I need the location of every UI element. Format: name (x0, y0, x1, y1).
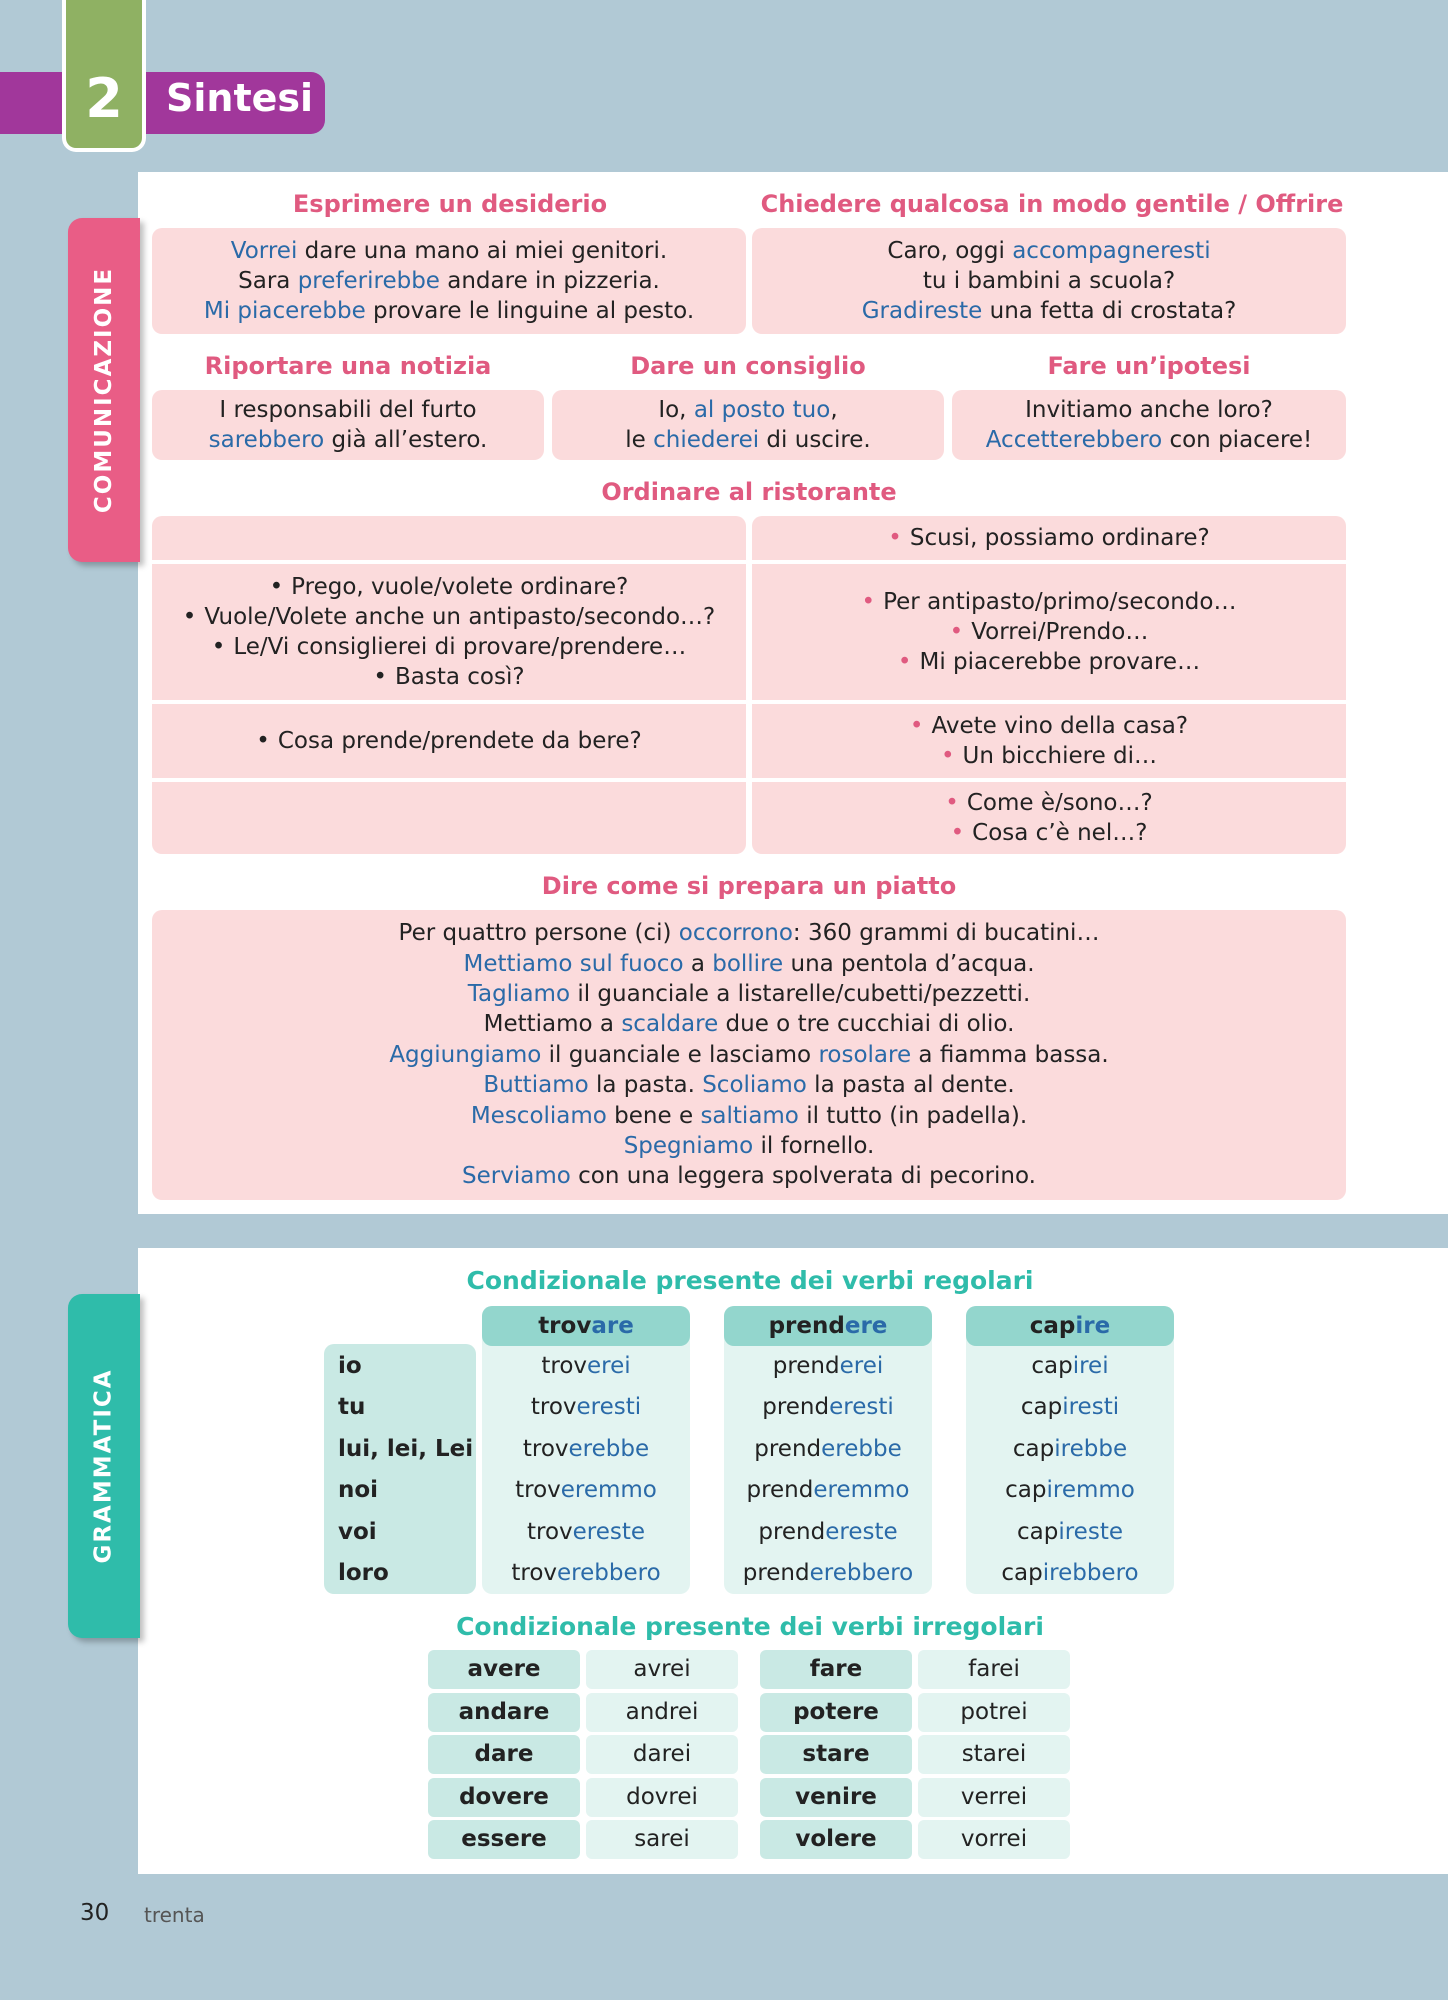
restaurant-phrase: • Avete vino della casa? (909, 713, 1189, 739)
regular-verbs-title: Condizionale presente dei verbi regolari (466, 1266, 1034, 1295)
irregular-infinitive: volere (760, 1820, 912, 1859)
irregular-form: darei (586, 1735, 738, 1774)
irregular-infinitive: essere (428, 1820, 580, 1859)
recipe-box (152, 910, 1346, 1200)
text-line: le chiederei di uscire. (625, 427, 871, 453)
restaurant-phrase: • Per antipasto/primo/secondo… (861, 589, 1237, 615)
verb-form: troveremmo (515, 1477, 657, 1504)
verb-form: capirebbe (1012, 1435, 1128, 1462)
verb-infinitive: trovare (482, 1306, 690, 1346)
text-line: Sara preferirebbe andare in pizzeria. (238, 268, 660, 294)
verb-form: capirebbero (1001, 1560, 1139, 1586)
verb-form: troverebbero (511, 1560, 661, 1586)
irregular-form: potrei (918, 1693, 1070, 1732)
text-line: Buttiamo la pasta. Scoliamo la pasta al dente. (483, 1072, 1015, 1099)
text-line: tu i bambini a scuola? (922, 268, 1176, 294)
irregular-form: andrei (586, 1693, 738, 1732)
restaurant-cell (752, 564, 1346, 700)
pronoun-cell: voi (338, 1518, 377, 1545)
restaurant-cell (752, 704, 1346, 778)
restaurant-phrase: • Basta così? (373, 664, 525, 690)
text-line: Per quattro persone (ci) occorrono: 360 grammi di bucatini… (398, 920, 1100, 947)
text-line: Vorrei dare una mano ai miei genitori. (230, 238, 668, 264)
irregular-infinitive: venire (760, 1778, 912, 1817)
restaurant-phrase: • Cosa c’è nel…? (950, 820, 1148, 846)
hypothesis-title: Fare un’ipotesi (1047, 352, 1251, 380)
irregular-form: farei (918, 1650, 1070, 1689)
restaurant-phrase: • Vuole/Volete anche un antipasto/secondo…? (182, 604, 716, 630)
restaurant-cell (152, 782, 746, 854)
restaurant-cell (752, 782, 1346, 854)
text-line: I responsabili del furto (219, 397, 477, 423)
irregular-infinitive: potere (760, 1693, 912, 1732)
irregular-infinitive: dare (428, 1735, 580, 1774)
irregular-form: verrei (918, 1778, 1070, 1817)
text-line: Gradireste una fetta di crostata? (861, 298, 1237, 324)
advice-title: Dare un consiglio (630, 352, 866, 380)
restaurant-phrase: • Prego, vuole/volete ordinare? (269, 574, 629, 600)
restaurant-phrase: • Un bicchiere di… (940, 743, 1158, 769)
irregular-infinitive: andare (428, 1693, 580, 1732)
restaurant-cell (152, 704, 746, 778)
text-line: Mettiamo a scaldare due o tre cucchiai di olio. (483, 1011, 1015, 1038)
restaurant-phrase: • Vorrei/Prendo… (949, 619, 1149, 645)
verb-form: capirei (1031, 1353, 1109, 1379)
text-line: Serviamo con una leggera spolverata di pecorino. (462, 1163, 1036, 1190)
text-line: Mescoliamo bene e saltiamo il tutto (in padella). (470, 1102, 1028, 1129)
restaurant-phrase: • Scusi, possiamo ordinare? (888, 525, 1210, 551)
verb-form: prenderebbero (742, 1560, 914, 1586)
verb-form: prenderemmo (746, 1477, 910, 1504)
text-line: Mettiamo sul fuoco a bollire una pentola d’acqua. (463, 950, 1035, 977)
text-line: Accetterebbero con piacere! (985, 427, 1313, 453)
advice-box (552, 390, 944, 460)
text-line: sarebbero già all’estero. (208, 427, 488, 453)
text-line: Spegniamo il fornello. (623, 1133, 875, 1160)
pronoun-cell: io (338, 1353, 362, 1379)
text-line: Aggiungiamo il guanciale e lasciamo rosolare a fiamma bassa. (389, 1041, 1109, 1068)
restaurant-title: Ordinare al ristorante (601, 478, 897, 506)
verb-infinitive: capire (966, 1306, 1174, 1346)
irregular-verbs-title: Condizionale presente dei verbi irregolari (456, 1612, 1044, 1641)
text-line: Io, al posto tuo, (658, 397, 838, 423)
verb-form: prendereste (758, 1518, 898, 1545)
desire-box (152, 228, 746, 334)
text-line: Mi piacerebbe provare le linguine al pesto. (203, 298, 695, 324)
polite-title: Chiedere qualcosa in modo gentile / Offrire (760, 190, 1344, 218)
irregular-infinitive: avere (428, 1650, 580, 1689)
restaurant-cell (152, 516, 746, 560)
restaurant-phrase: • Mi piacerebbe provare… (897, 649, 1201, 675)
pronoun-cell: loro (338, 1560, 389, 1586)
pronoun-cell: lui, lei, Lei (338, 1435, 474, 1462)
page-word: trenta (144, 1903, 205, 1927)
pronoun-cell: tu (338, 1394, 366, 1421)
irregular-form: avrei (586, 1650, 738, 1689)
grammar-tab: GRAMMATICA (68, 1294, 140, 1638)
restaurant-phrase: • Cosa prende/prendete da bere? (256, 728, 642, 754)
verb-form: capiremmo (1005, 1477, 1135, 1504)
irregular-form: starei (918, 1735, 1070, 1774)
irregular-infinitive: dovere (428, 1778, 580, 1817)
verb-form: prenderesti (762, 1394, 894, 1421)
news-box (152, 390, 544, 460)
communication-tab: COMUNICAZIONE (68, 218, 140, 562)
text-line: Tagliamo il guanciale a listarelle/cubetti/pezzetti. (467, 980, 1031, 1007)
irregular-form: vorrei (918, 1820, 1070, 1859)
verb-form: trovereste (526, 1518, 646, 1545)
verb-form: prenderebbe (754, 1435, 902, 1462)
verb-form: prenderei (772, 1353, 884, 1379)
verb-infinitive: prendere (724, 1306, 932, 1346)
desire-title: Esprimere un desiderio (292, 190, 608, 218)
restaurant-phrase: • Le/Vi consiglierei di provare/prendere… (211, 634, 687, 660)
section-title: Sintesi (166, 76, 314, 120)
text-line: Invitiamo anche loro? (1025, 397, 1273, 423)
irregular-form: dovrei (586, 1778, 738, 1817)
chapter-number: 2 (62, 0, 146, 152)
news-title: Riportare una notizia (204, 352, 492, 380)
text-line: Caro, oggi accompagneresti (887, 238, 1211, 264)
irregular-infinitive: fare (760, 1650, 912, 1689)
verb-form: troverebbe (522, 1435, 650, 1462)
verb-form: troveresti (530, 1394, 642, 1421)
restaurant-phrase: • Come è/sono…? (945, 790, 1153, 816)
restaurant-cell (152, 564, 746, 700)
hypothesis-box (952, 390, 1346, 460)
page-number: 30 (80, 1900, 110, 1926)
verb-form: troverei (541, 1353, 631, 1379)
verb-form: capireste (1017, 1518, 1123, 1545)
pronoun-cell: noi (338, 1477, 379, 1504)
recipe-title: Dire come si prepara un piatto (541, 872, 957, 900)
restaurant-cell (752, 516, 1346, 560)
irregular-infinitive: stare (760, 1735, 912, 1774)
irregular-form: sarei (586, 1820, 738, 1859)
polite-box (752, 228, 1346, 334)
verb-form: capiresti (1020, 1394, 1120, 1421)
